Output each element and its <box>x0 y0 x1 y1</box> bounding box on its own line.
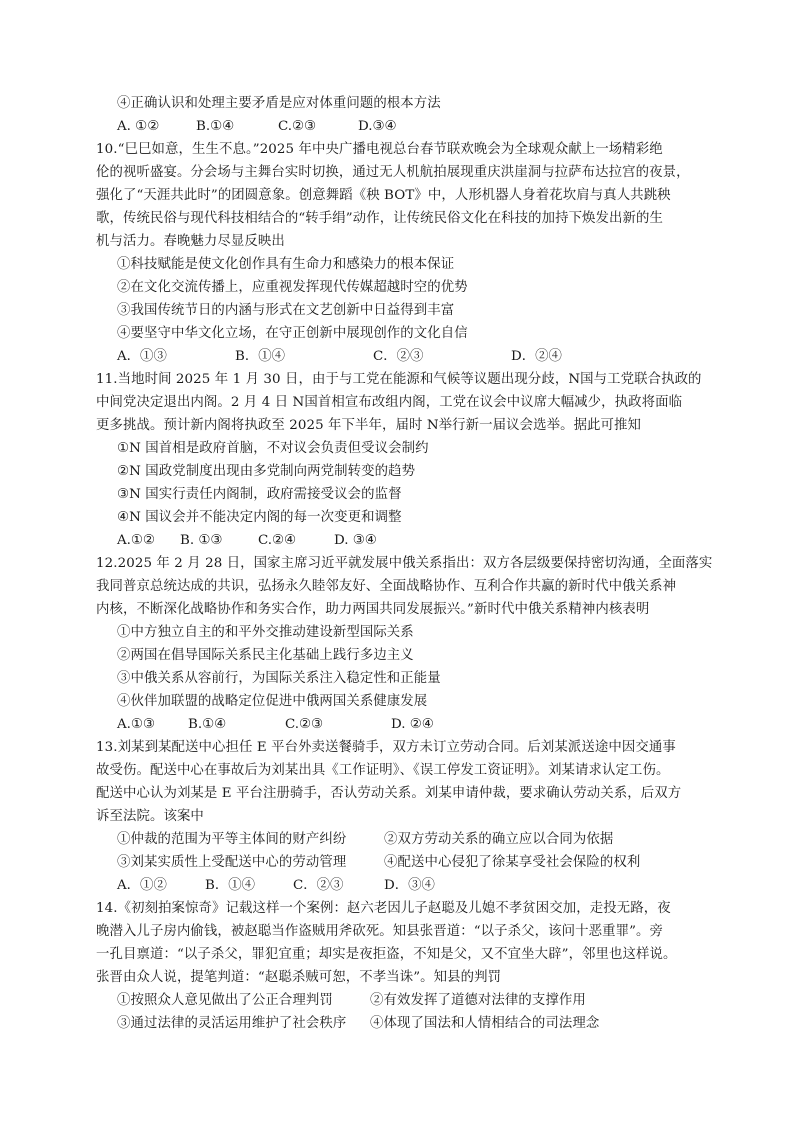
q12-item-1: ①中方独立自主的和平外交推动建设新型国际关系 <box>117 625 414 640</box>
q12-option-a: A.①③ <box>117 717 155 732</box>
q12-option-d: D. ②④ <box>391 717 434 732</box>
q12-stem-line: 我同普京总统达成的共识，弘扬永久睦邻友好、全面战略协作、互利合作共赢的新时代中俄关系神 <box>96 579 677 594</box>
q13-option-b: B．①④ <box>205 878 256 893</box>
q14-item-2: ②有效发挥了道德对法律的支撑作用 <box>370 993 586 1008</box>
q10-item-3: ③我国传统节日的内涵与形式在文艺创新中日益得到丰富 <box>117 303 455 318</box>
q11-item-3: ③N 国实行责任内阁制，政府需接受议会的监督 <box>117 487 402 502</box>
q10-option-a: A．①③ <box>117 349 167 364</box>
q13-item-3: ③刘某实质性上受配送中心的劳动管理 <box>117 855 347 870</box>
q14-stem-line: 14.《初刻拍案惊奇》记载这样一个案例：赵六老因儿子赵聪及儿媳不孝贫困交加，走投无路，夜 <box>96 901 671 916</box>
q9-option-c: C.②③ <box>278 119 317 134</box>
q11-item-1: ①N 国首相是政府首脑，不对议会负责但受议会制约 <box>117 441 429 456</box>
q11-option-b: B. ①③ <box>180 533 223 548</box>
q11-item-2: ②N 国政党制度出现由多党制向两党制转变的趋势 <box>117 464 416 479</box>
q12-item-4: ④伙伴加联盟的战略定位促进中俄两国关系健康发展 <box>117 694 428 709</box>
q12-item-3: ③中俄关系从容前行，为国际关系注入稳定性和正能量 <box>117 671 441 686</box>
q13-item-1: ①仲裁的范围为平等主体间的财产纠纷 <box>117 832 347 847</box>
q13-option-d: D．③④ <box>384 878 435 893</box>
q14-stem-line: 张晋由众人说，提笔判道：“赵聪杀贼可恕，不孝当诛”。知县的判罚 <box>96 970 502 985</box>
q14-item-4: ④体现了国法和人情相结合的司法理念 <box>370 1016 600 1031</box>
q11-option-a: A.①② <box>117 533 155 548</box>
q9-option-b: B.①④ <box>196 119 235 134</box>
q13-option-c: C．②③ <box>293 878 344 893</box>
q12-stem-line: 内核，不断深化战略协作和务实合作，助力两国共同发展振兴。”新时代中俄关系精神内核表明 <box>96 602 650 617</box>
q12-item-2: ②两国在倡导国际关系民主化基础上践行多边主义 <box>117 648 414 663</box>
q13-stem-line: 配送中心认为刘某是 E 平台注册骑手，否认劳动关系。刘某申请仲裁，要求确认劳动关系，后双方 <box>96 786 682 801</box>
q11-item-4: ④N 国议会并不能决定内阁的每一次变更和调整 <box>117 510 402 525</box>
q10-item-4: ④要坚守中华文化立场，在守正创新中展现创作的文化自信 <box>117 326 468 341</box>
q10-option-d: D．②④ <box>511 349 562 364</box>
q12-stem-line: 12.2025 年 2 月 28 日，国家主席习近平就发展中俄关系指出：双方各层级要保持密切沟通，全面落实 <box>96 556 713 571</box>
q11-stem-line: 11.当地时间 2025 年 1 月 30 日，由于与工党在能源和气候等议题出现分歧，N国与工党联合执政的 <box>96 372 702 387</box>
q11-option-d: D. ③④ <box>334 533 377 548</box>
q10-item-2: ②在文化交流传播上，应重视发挥现代传媒超越时空的优势 <box>117 280 468 295</box>
q10-stem-line: 伦的视听盛宴。分会场与主舞台实时切换，通过无人机航拍展现重庆洪崖洞与拉萨布达拉宫的夜景， <box>96 165 690 180</box>
q13-option-a: A．①② <box>117 878 167 893</box>
q13-stem-line: 诉至法院。该案中 <box>96 809 204 824</box>
q10-option-b: B．①④ <box>235 349 286 364</box>
q12-option-c: C.②③ <box>285 717 324 732</box>
q14-item-1: ①按照众人意见做出了公正合理判罚 <box>117 993 333 1008</box>
q11-stem-line: 更多挑战。预计新内阁将执政至 2025 年下半年，届时 N举行新一届议会选举。据此可推知 <box>96 418 642 433</box>
q14-stem-line: 晚潜入儿子房内偷钱，被赵聪当作盗贼用斧砍死。知县张晋道：“以子杀父，该问十恶重罪”。旁 <box>96 924 664 939</box>
q9-option-d: D.③④ <box>358 119 397 134</box>
q10-stem-line: 10.“巳巳如意，生生不息。”2025 年中央广播电视总台春节联欢晚会为全球观众献上一场精彩绝 <box>96 142 663 157</box>
q12-option-b: B.①④ <box>188 717 227 732</box>
q10-option-c: C．②③ <box>373 349 424 364</box>
q13-stem-line: 故受伤。配送中心在事故后为刘某出具《工作证明》、《误工停发工资证明》。刘某请求认定工伤。 <box>96 763 670 778</box>
q11-stem-line: 中间党决定退出内阁。2 月 4 日 N国首相宣布改组内阁，工党在议会中议席大幅减少，执政将面临 <box>96 395 683 410</box>
q10-stem-line: 强化了“天涯共此时”的团圆意象。创意舞蹈《秧 BOT》中，人形机器人身着花坎肩与真人共跳秧 <box>96 188 671 203</box>
q10-item-1: ①科技赋能是使文化创作具有生命力和感染力的根本保证 <box>117 257 455 272</box>
q9-item-4: ④正确认识和处理主要矛盾是应对体重问题的根本方法 <box>117 96 441 111</box>
q13-stem-line: 13.刘某到某配送中心担任 E 平台外卖送餐骑手，双方未订立劳动合同。后刘某派送途中因交通事 <box>96 740 676 755</box>
q10-stem-line: 机与活力。春晚魅力尽显反映出 <box>96 234 285 249</box>
q13-item-2: ②双方劳动关系的确立应以合同为依据 <box>384 832 614 847</box>
q14-stem-line: 一孔目禀道：“以子杀父，罪犯宜重；却实是夜拒盗，不知是父，又不宜坐大辟”，邻里也这样说。 <box>96 947 677 962</box>
q11-option-c: C.②④ <box>258 533 297 548</box>
q13-item-4: ④配送中心侵犯了徐某享受社会保险的权利 <box>384 855 641 870</box>
q9-option-a: A. ①② <box>117 119 160 134</box>
q14-item-3: ③通过法律的灵活运用维护了社会秩序 <box>117 1016 347 1031</box>
q10-stem-line: 歌，传统民俗与现代科技相结合的“转手绢”动作，让传统民俗文化在科技的加持下焕发出新的生 <box>96 211 664 226</box>
